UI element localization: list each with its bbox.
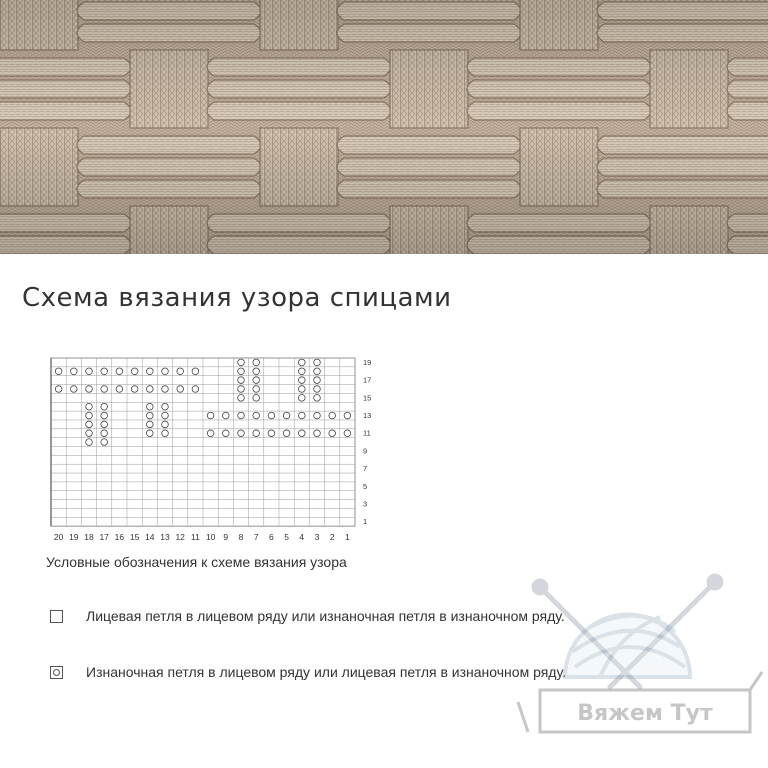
- column-number: 8: [238, 532, 244, 543]
- empty-square-icon: [50, 610, 63, 623]
- legend-item-text: Лицевая петля в лицевом ряду или изнаночная петля в изнаночном ряду.: [86, 608, 565, 624]
- row-number: 3: [363, 499, 368, 509]
- column-number: 1: [345, 532, 350, 543]
- row-number: 19: [363, 357, 372, 367]
- chart-row-numbers: [363, 358, 371, 526]
- column-number: 14: [145, 532, 155, 543]
- column-number: 10: [205, 532, 216, 543]
- row-number: 13: [363, 411, 372, 421]
- legend-heading: Условные обозначения к схеме вязания узора: [46, 554, 347, 570]
- watermark-text: Вяжем Тут: [577, 701, 713, 726]
- column-number: 17: [99, 532, 109, 543]
- chart-column-numbers: [54, 532, 350, 542]
- row-number: 1: [363, 517, 368, 527]
- legend-item-purl: [50, 664, 566, 680]
- row-number: 9: [363, 446, 368, 456]
- row-number: 15: [363, 393, 372, 403]
- chart-grid: [51, 358, 355, 526]
- legend-item-knit: [50, 608, 565, 624]
- legend-item-text: Изнаночная петля в лицевом ряду или лицевая петля в изнаночном ряду.: [86, 664, 566, 680]
- column-number: 3: [314, 532, 320, 543]
- column-number: 13: [160, 532, 170, 543]
- column-number: 11: [190, 532, 200, 543]
- column-number: 7: [253, 532, 259, 543]
- column-number: 20: [53, 532, 64, 543]
- column-number: 5: [284, 532, 289, 543]
- row-number: 11: [363, 428, 371, 438]
- column-number: 15: [129, 532, 140, 543]
- row-number: 17: [363, 375, 372, 385]
- column-number: 12: [175, 532, 185, 543]
- circle-in-square-icon: [50, 666, 63, 679]
- column-number: 9: [223, 532, 229, 543]
- row-number: 5: [363, 481, 368, 491]
- watermark-logo: [500, 572, 760, 752]
- row-number: 7: [363, 464, 368, 474]
- column-number: 16: [114, 532, 125, 543]
- page-title: Схема вязания узора спицами: [22, 283, 452, 313]
- column-number: 2: [329, 532, 335, 543]
- column-number: 4: [299, 532, 305, 543]
- column-number: 6: [269, 532, 274, 543]
- column-number: 18: [84, 532, 94, 543]
- column-number: 19: [69, 532, 79, 543]
- knitted-pattern-photo: [0, 0, 768, 254]
- knitting-chart: [44, 352, 384, 542]
